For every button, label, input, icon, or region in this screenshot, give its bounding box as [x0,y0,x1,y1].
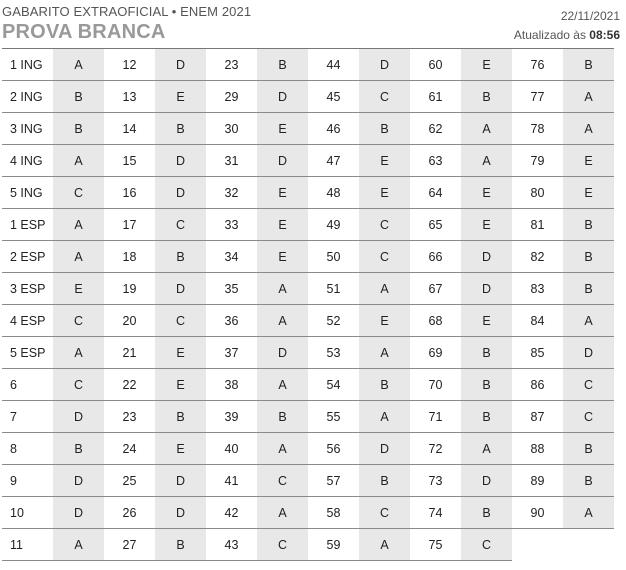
page-title: PROVA BRANCA [2,21,166,43]
answer-letter: D [257,81,308,113]
answer-letter: B [155,241,206,273]
question-number: 48 [308,177,359,209]
answer-letter: B [461,369,512,401]
answer-letter: B [53,433,104,465]
answer-letter: B [359,369,410,401]
answer-letter: A [461,433,512,465]
answer-letter: D [359,433,410,465]
answer-letter: E [359,145,410,177]
question-number: 79 [512,145,563,177]
answer-letter: D [461,241,512,273]
question-number: 46 [308,113,359,145]
question-number: 42 [206,497,257,529]
updated-prefix: Atualizado às [513,28,586,42]
answer-letter: E [461,209,512,241]
answer-letter: A [461,145,512,177]
question-number: 55 [308,401,359,433]
answer-letter: B [155,113,206,145]
question-number: 53 [308,337,359,369]
question-number: 89 [512,465,563,497]
answer-letter: A [359,401,410,433]
answer-letter: A [53,49,104,81]
answer-letter: B [53,81,104,113]
answer-letter: D [257,145,308,177]
question-number: 41 [206,465,257,497]
question-number: 13 [104,81,155,113]
answer-letter: D [155,177,206,209]
answer-letter: A [257,273,308,305]
question-number: 58 [308,497,359,529]
question-number: 17 [104,209,155,241]
question-number: 11 [2,529,53,561]
question-number: 61 [410,81,461,113]
answer-letter: B [155,401,206,433]
question-number: 10 [2,497,53,529]
answer-letter: B [257,401,308,433]
answer-letter: C [359,209,410,241]
question-number: 47 [308,145,359,177]
answer-letter: C [359,497,410,529]
answer-letter: E [257,113,308,145]
answer-letter: D [155,497,206,529]
question-number: 90 [512,497,563,529]
question-number: 72 [410,433,461,465]
answer-letter: B [257,49,308,81]
question-number: 12 [104,49,155,81]
answer-letter: C [563,401,614,433]
question-number: 63 [410,145,461,177]
question-number: 81 [512,209,563,241]
answer-letter: D [53,401,104,433]
question-number: 88 [512,433,563,465]
answer-letter: D [461,273,512,305]
answer-letter: B [359,465,410,497]
answer-letter: C [563,369,614,401]
answer-letter: D [257,337,308,369]
answer-letter: E [359,177,410,209]
answer-letter: C [461,529,512,561]
answer-letter: C [155,209,206,241]
question-number: 40 [206,433,257,465]
answer-letter: B [563,273,614,305]
question-number: 22 [104,369,155,401]
question-number: 83 [512,273,563,305]
question-number: 75 [410,529,461,561]
answer-letter: A [257,305,308,337]
answer-letter: B [563,49,614,81]
question-number: 35 [206,273,257,305]
answer-letter: B [461,337,512,369]
question-number: 74 [410,497,461,529]
question-number: 14 [104,113,155,145]
question-number: 82 [512,241,563,273]
empty-cell [512,529,563,561]
question-number: 50 [308,241,359,273]
question-number: 67 [410,273,461,305]
question-number: 78 [512,113,563,145]
question-number: 8 [2,433,53,465]
answer-letter: C [53,369,104,401]
answer-letter: D [155,49,206,81]
question-number: 76 [512,49,563,81]
question-number: 45 [308,81,359,113]
empty-cell [563,529,614,561]
question-number: 85 [512,337,563,369]
answer-letter: A [563,305,614,337]
answer-letter: C [53,305,104,337]
question-number: 73 [410,465,461,497]
question-number: 31 [206,145,257,177]
question-number: 64 [410,177,461,209]
answer-letter: A [257,369,308,401]
question-number: 60 [410,49,461,81]
question-number: 5 ING [2,177,53,209]
question-number: 23 [104,401,155,433]
answer-letter: B [563,465,614,497]
question-number: 87 [512,401,563,433]
answer-letter: A [53,145,104,177]
answer-letter: E [155,433,206,465]
question-number: 38 [206,369,257,401]
answer-letter: B [563,241,614,273]
answer-letter: A [53,529,104,561]
answer-letter: E [257,241,308,273]
question-number: 86 [512,369,563,401]
answer-letter: B [461,401,512,433]
answer-letter: E [461,49,512,81]
question-number: 33 [206,209,257,241]
question-number: 24 [104,433,155,465]
answer-letter: E [461,177,512,209]
question-number: 84 [512,305,563,337]
question-number: 26 [104,497,155,529]
answer-letter: D [155,145,206,177]
answer-key-table [2,48,614,561]
question-number: 69 [410,337,461,369]
question-number: 7 [2,401,53,433]
question-number: 68 [410,305,461,337]
updated-time: 08:56 [589,28,620,42]
question-number: 20 [104,305,155,337]
answer-letter: C [155,305,206,337]
answer-letter: E [155,337,206,369]
answer-letter: B [461,81,512,113]
question-number: 39 [206,401,257,433]
question-number: 62 [410,113,461,145]
question-number: 1 ESP [2,209,53,241]
answer-letter: B [155,529,206,561]
answer-letter: A [563,497,614,529]
answer-letter: B [359,113,410,145]
question-number: 37 [206,337,257,369]
answer-letter: A [53,241,104,273]
answer-letter: D [53,497,104,529]
subtitle: GABARITO EXTRAOFICIAL • ENEM 2021 [2,4,252,19]
question-number: 23 [206,49,257,81]
question-number: 2 ESP [2,241,53,273]
answer-letter: A [257,433,308,465]
question-number: 4 ING [2,145,53,177]
answer-letter: D [155,465,206,497]
answer-letter: A [563,81,614,113]
answer-letter: A [359,529,410,561]
answer-letter: A [257,497,308,529]
question-number: 1 ING [2,49,53,81]
question-number: 32 [206,177,257,209]
answer-letter: A [359,337,410,369]
question-number: 21 [104,337,155,369]
question-number: 2 ING [2,81,53,113]
question-number: 9 [2,465,53,497]
answer-letter: B [461,497,512,529]
question-number: 54 [308,369,359,401]
question-number: 43 [206,529,257,561]
answer-letter: E [359,305,410,337]
answer-letter: E [563,177,614,209]
answer-letter: C [359,241,410,273]
answer-letter: B [563,209,614,241]
question-number: 36 [206,305,257,337]
answer-letter: E [53,273,104,305]
question-number: 15 [104,145,155,177]
answer-letter: E [155,81,206,113]
question-number: 52 [308,305,359,337]
question-number: 6 [2,369,53,401]
question-number: 4 ESP [2,305,53,337]
question-number: 71 [410,401,461,433]
question-number: 3 ESP [2,273,53,305]
question-number: 25 [104,465,155,497]
question-number: 16 [104,177,155,209]
answer-letter: A [53,209,104,241]
answer-letter: E [563,145,614,177]
answer-letter: D [53,465,104,497]
answer-letter: A [359,273,410,305]
answer-letter: E [257,209,308,241]
answer-letter: D [155,273,206,305]
answer-letter: A [461,113,512,145]
question-number: 56 [308,433,359,465]
answer-letter: C [53,177,104,209]
updated-label [514,28,620,42]
question-number: 5 ESP [2,337,53,369]
answer-letter: B [563,433,614,465]
question-number: 34 [206,241,257,273]
question-number: 70 [410,369,461,401]
date-label: 22/11/2021 [560,9,620,23]
question-number: 19 [104,273,155,305]
question-number: 77 [512,81,563,113]
question-number: 18 [104,241,155,273]
answer-letter: D [563,337,614,369]
header [0,0,626,48]
answer-letter: E [257,177,308,209]
question-number: 57 [308,465,359,497]
answer-letter: C [257,529,308,561]
answer-letter: D [461,465,512,497]
answer-letter: C [257,465,308,497]
question-number: 66 [410,241,461,273]
answer-letter: C [359,81,410,113]
question-number: 27 [104,529,155,561]
answer-letter: B [53,113,104,145]
question-number: 80 [512,177,563,209]
question-number: 3 ING [2,113,53,145]
answer-letter: A [563,113,614,145]
answer-letter: A [53,337,104,369]
question-number: 29 [206,81,257,113]
question-number: 30 [206,113,257,145]
question-number: 59 [308,529,359,561]
answer-letter: D [359,49,410,81]
question-number: 65 [410,209,461,241]
question-number: 49 [308,209,359,241]
question-number: 44 [308,49,359,81]
answer-letter: E [461,305,512,337]
question-number: 51 [308,273,359,305]
answer-letter: E [155,369,206,401]
